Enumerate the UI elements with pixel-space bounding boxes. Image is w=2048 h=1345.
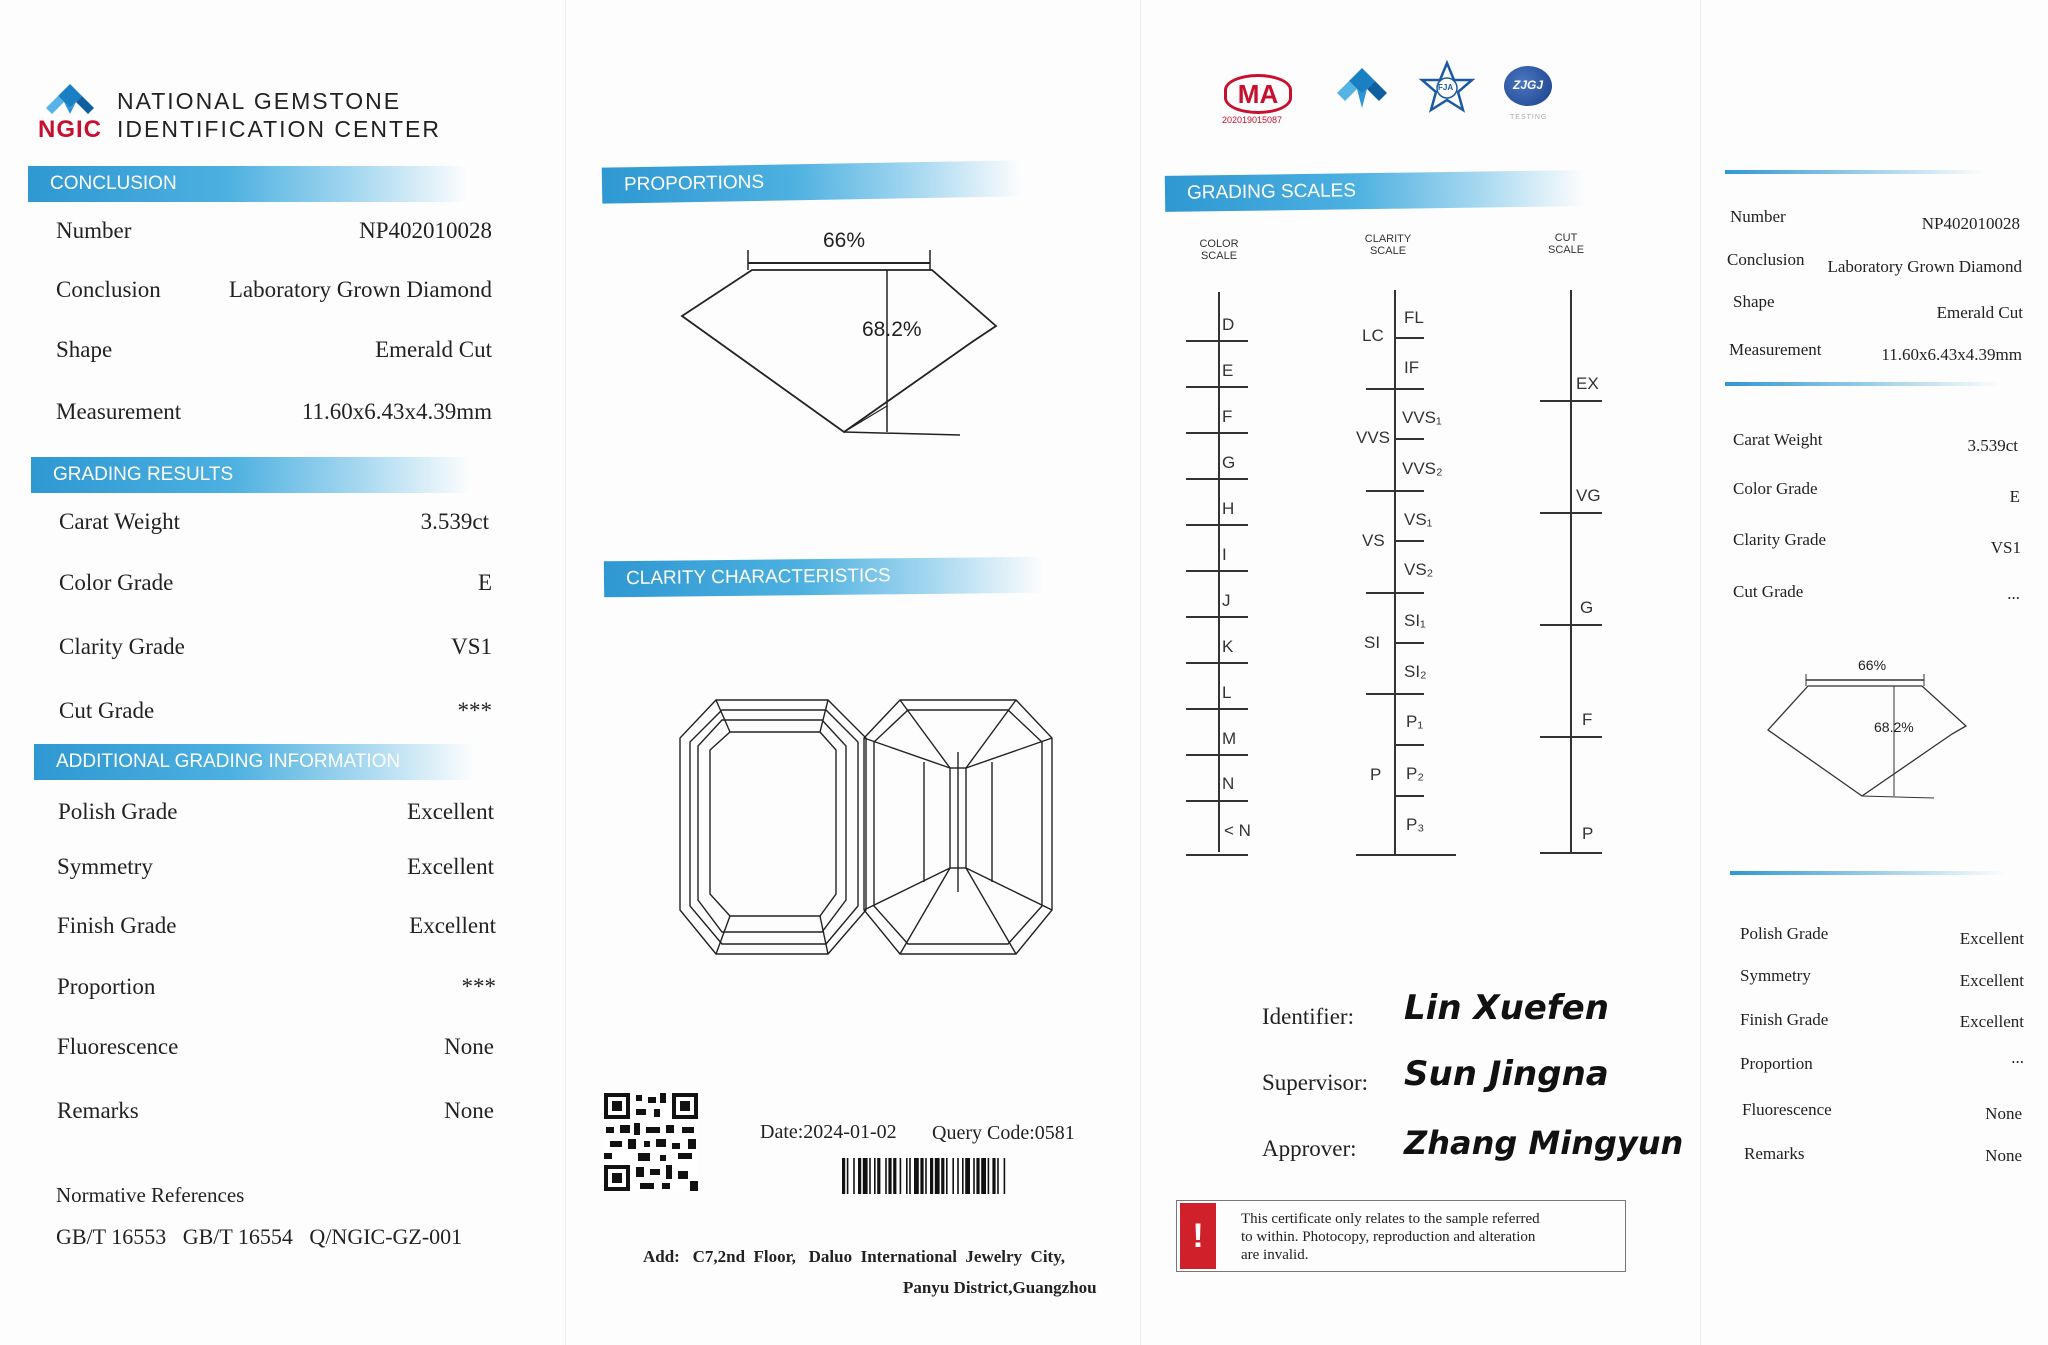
row-color-grade [59, 570, 492, 610]
label: Symmetry [1740, 966, 1811, 985]
notice-box [1176, 1200, 1626, 1272]
clarity-plot-diagram [676, 692, 1056, 960]
row-number [56, 218, 492, 258]
clarity-group-lc: LC [1362, 326, 1384, 345]
summary-proportions-diagram [1762, 670, 1972, 804]
barcode-bar [863, 1158, 868, 1194]
proportions-heading: PROPORTIONS [602, 160, 1023, 203]
crown-view [680, 700, 866, 954]
label: Cut Grade [59, 698, 155, 723]
zjgj-text: ZJGJ [1512, 78, 1543, 92]
label: Finish Grade [1740, 1010, 1829, 1029]
color-scale-tick [1186, 340, 1248, 342]
row-symmetry [57, 854, 494, 894]
barcode-bar [909, 1158, 911, 1194]
approver-label: Approver: [1262, 1136, 1357, 1161]
label: Color Grade [1733, 479, 1818, 498]
summary-row-number [1730, 207, 2020, 247]
org-name-line1: NATIONAL GEMSTONE [117, 88, 402, 114]
barcode [842, 1158, 1085, 1194]
barcode-bar [1004, 1158, 1006, 1194]
clarity-group-tick [1366, 388, 1396, 390]
cut-grade-vg: VG [1576, 486, 1601, 505]
barcode-bar [853, 1158, 855, 1194]
row-finish [57, 913, 496, 953]
grading-scales-heading: GRADING SCALES [1165, 170, 1585, 212]
barcode-bar [874, 1158, 876, 1194]
color-grade-h: H [1222, 499, 1235, 518]
cut-grade-f: F [1582, 710, 1593, 729]
cma-number: 202019015087 [1222, 115, 1283, 125]
notice-line3: are invalid. [1241, 1247, 1309, 1263]
label: Remarks [57, 1098, 139, 1123]
label: Conclusion [56, 277, 161, 302]
value: 11.60x6.43x4.39mm [1881, 345, 2022, 364]
summary-divider-3 [1730, 871, 2005, 875]
color-scale-tick [1186, 478, 1248, 480]
fja-text: FJA [1438, 83, 1454, 92]
additional-heading: ADDITIONAL GRADING INFORMATION [34, 744, 474, 780]
clarity-group-si: SI [1364, 633, 1381, 652]
color-grade-l: L [1222, 683, 1232, 702]
barcode-bar [957, 1158, 959, 1194]
identifier-label: Identifier: [1262, 1004, 1354, 1029]
label: Shape [56, 337, 113, 362]
row-clarity-grade [59, 634, 492, 674]
clarity-group-tick [1366, 693, 1396, 695]
row-remarks [57, 1098, 494, 1138]
clarity-tick [1396, 337, 1424, 339]
row-carat-weight [59, 509, 489, 549]
clarity-group-tick [1366, 490, 1396, 492]
color-scale-tick [1186, 432, 1248, 434]
cma-logo [1220, 70, 1300, 130]
row-cut-grade [59, 698, 492, 738]
clarity-scale-title: CLARITY SCALE [1364, 233, 1412, 257]
value: NP402010028 [1921, 214, 2020, 233]
value: Emerald Cut [1936, 303, 2023, 322]
clarity-tick [1396, 795, 1424, 797]
cut-scale [1540, 290, 1610, 860]
label: Shape [1733, 292, 1775, 311]
row-fluorescence [57, 1034, 494, 1074]
summary-row-fluorescence [1742, 1100, 2022, 1140]
value: Excellent [1959, 971, 2024, 990]
notice-line2: to within. Photocopy, reproduction and alteration [1241, 1229, 1536, 1245]
label: Clarity Grade [1733, 530, 1826, 549]
label: Polish Grade [58, 799, 178, 824]
clarity-grade-p2: P₂ [1406, 764, 1424, 783]
color-scale-tick [1186, 854, 1248, 856]
clarity-group-vs: VS [1362, 531, 1385, 550]
label: Measurement [1729, 340, 1822, 359]
value: None [444, 1098, 494, 1123]
clarity-grade-if: IF [1404, 358, 1420, 377]
warning-icon: ! [1180, 1203, 1216, 1269]
label: Number [1730, 207, 1786, 226]
cut-scale-title: CUT SCALE [1548, 232, 1585, 256]
label: Clarity Grade [59, 634, 185, 659]
supervisor-label: Supervisor: [1262, 1070, 1369, 1095]
color-scale-tick [1186, 708, 1248, 710]
query-code: Query Code:0581 [932, 1122, 1075, 1144]
color-scale-title: COLOR SCALE [1199, 238, 1239, 262]
value: Excellent [1959, 1012, 2024, 1031]
value: Excellent [407, 854, 494, 879]
clarity-grade-vs2: VS₂ [1404, 560, 1434, 579]
value: VS1 [1990, 538, 2021, 557]
summary-row-shape [1733, 292, 2023, 332]
label: Color Grade [59, 570, 174, 595]
value: 11.60x6.43x4.39mm [301, 399, 492, 424]
label: Proportion [1740, 1054, 1813, 1073]
org-abbr: NGIC [38, 116, 102, 143]
zjgj-logo [1500, 66, 1570, 126]
color-grade-below-n: < N [1224, 821, 1251, 840]
summary-row-clarity [1733, 530, 2021, 570]
cut-tick [1540, 736, 1602, 738]
supervisor-signature: Sun Jingna [1404, 1054, 1609, 1094]
label: Polish Grade [1740, 924, 1829, 943]
color-scale-tick [1186, 524, 1248, 526]
summary-row-finish [1740, 1010, 2024, 1050]
value: NP402010028 [359, 218, 492, 243]
identifier-signature: Lin Xuefen [1404, 988, 1609, 1028]
barcode-bar [869, 1158, 871, 1194]
barcode-bar [858, 1158, 861, 1194]
label: Symmetry [57, 854, 153, 879]
row-polish [58, 799, 494, 839]
ngic-cert-diamond-icon [1331, 66, 1393, 122]
value: 3.539ct [1967, 436, 2018, 455]
cut-grade-p: P [1582, 824, 1594, 843]
color-grade-e: E [1222, 361, 1234, 380]
row-proportion [57, 974, 496, 1014]
barcode-bar [847, 1158, 849, 1194]
barcode-bar [877, 1158, 880, 1194]
color-grade-n: N [1222, 774, 1235, 793]
value: Excellent [1959, 929, 2024, 948]
label: Proportion [57, 974, 156, 999]
barcode-bar [976, 1158, 979, 1194]
barcode-bar [941, 1158, 944, 1194]
clarity-tick [1396, 438, 1424, 440]
clarity-grade-p1: P₁ [1406, 712, 1424, 731]
barcode-bar [920, 1158, 923, 1194]
barcode-bar [988, 1158, 990, 1194]
summary-row-cut [1733, 582, 2020, 622]
barcode-bar [906, 1158, 908, 1194]
summary-depth-percentage: 68.2% [1874, 719, 1914, 735]
color-grade-g: G [1222, 453, 1236, 472]
summary-divider-2 [1725, 382, 2000, 386]
clarity-group-p: P [1370, 765, 1382, 784]
row-conclusion [56, 277, 492, 317]
color-scale-tick [1186, 754, 1248, 756]
conclusion-heading: CONCLUSION [28, 166, 468, 202]
summary-row-carat [1733, 430, 2018, 470]
label: Carat Weight [59, 509, 180, 534]
org-name-line2: IDENTIFICATION CENTER [117, 116, 441, 142]
barcode-bar [997, 1158, 999, 1194]
value: VS1 [451, 634, 492, 659]
address-line1: Add: C7,2nd Floor, Daluo International Jewelry City, [643, 1247, 1066, 1266]
color-grade-j: J [1222, 591, 1231, 610]
color-grade-f: F [1222, 407, 1233, 426]
fja-logo [1418, 60, 1476, 118]
summary-table-percentage: 66% [1858, 657, 1887, 673]
barcode-bar [914, 1158, 919, 1194]
cut-tick [1540, 512, 1602, 514]
color-grade-d: D [1222, 315, 1235, 334]
clarity-grade-vvs2: VVS₂ [1402, 459, 1443, 478]
row-shape [56, 337, 492, 377]
barcode-bar [952, 1158, 954, 1194]
barcode-bar [935, 1158, 940, 1194]
barcode-bar [925, 1158, 927, 1194]
clarity-tick [1396, 642, 1424, 644]
label: Number [56, 218, 132, 243]
clarity-grade-si1: SI₁ [1404, 611, 1426, 630]
cut-tick [1540, 852, 1602, 854]
label: Finish Grade [57, 913, 177, 938]
color-grade-m: M [1222, 729, 1237, 748]
summary-row-symmetry [1740, 966, 2024, 1006]
clarity-grade-si2: SI₂ [1404, 662, 1427, 681]
color-scale-axis [1218, 292, 1220, 852]
clarity-tick [1396, 592, 1424, 594]
summary-row-conclusion [1727, 250, 2022, 290]
summary-row-color [1733, 479, 2020, 519]
value: Excellent [409, 913, 496, 938]
references-list: GB/T 16553 GB/T 16554 Q/NGIC-GZ-001 [56, 1224, 463, 1249]
barcode-bar [981, 1158, 986, 1194]
summary-row-remarks [1744, 1144, 2022, 1184]
issue-date: Date:2024-01-02 [760, 1121, 897, 1143]
grading-results-heading: GRADING RESULTS [31, 457, 471, 493]
cma-logo-text: MA [1224, 74, 1292, 114]
barcode-bar [965, 1158, 970, 1194]
qr-code[interactable] [604, 1093, 698, 1191]
clarity-grade-vs1: VS₁ [1404, 510, 1433, 529]
clarity-group-vvs: VVS [1356, 428, 1391, 447]
clarity-group-tick [1366, 592, 1396, 594]
barcode-bar [962, 1158, 964, 1194]
label: Remarks [1744, 1144, 1805, 1163]
cut-tick [1540, 624, 1602, 626]
color-scale [1186, 290, 1256, 860]
value: ... [2007, 584, 2020, 603]
table-percentage: 66% [823, 229, 866, 252]
clarity-tick [1396, 388, 1424, 390]
cut-grade-g: G [1580, 598, 1594, 617]
value: *** [457, 698, 492, 723]
diamond-profile [682, 270, 996, 432]
color-scale-tick [1186, 570, 1248, 572]
summary-row-proportion [1740, 1048, 2024, 1094]
value: 3.539ct [420, 509, 489, 534]
color-grade-i: I [1222, 545, 1227, 564]
cut-grade-ex: EX [1576, 374, 1599, 393]
label: Measurement [56, 399, 182, 424]
label: Conclusion [1727, 250, 1805, 269]
summary-row-polish [1740, 924, 2024, 964]
clarity-grade-vvs1: VVS₁ [1402, 408, 1442, 427]
notice-line1: This certificate only relates to the sample referred [1241, 1211, 1540, 1227]
label: Cut Grade [1733, 582, 1804, 601]
value: Laboratory Grown Diamond [1827, 257, 2022, 276]
clarity-scale [1356, 290, 1456, 860]
color-grade-k: K [1222, 637, 1234, 656]
value: None [444, 1034, 494, 1059]
summary-row-measurement [1729, 340, 2022, 380]
clarity-tick [1396, 744, 1424, 746]
depth-percentage: 68.2% [862, 318, 922, 341]
cut-tick [1540, 400, 1602, 402]
barcode-bar [842, 1158, 845, 1194]
address-line2: Panyu District,Guangzhou [903, 1278, 1097, 1297]
value: None [1985, 1146, 2022, 1165]
ngic-logo [40, 80, 110, 146]
label: Fluorescence [1742, 1100, 1832, 1119]
clarity-tick [1356, 854, 1456, 856]
barcode-bar [930, 1158, 933, 1194]
color-scale-tick [1186, 386, 1248, 388]
clarity-tick [1396, 693, 1424, 695]
zjgj-testing-text: TESTING [1510, 114, 1548, 121]
cut-scale-axis [1570, 290, 1572, 854]
color-scale-tick [1186, 616, 1248, 618]
summary-divider-top [1725, 170, 1985, 174]
label: Fluorescence [57, 1034, 179, 1059]
clarity-characteristics-heading: CLARITY CHARACTERISTICS [604, 557, 1044, 598]
clarity-tick [1396, 540, 1424, 542]
value: E [2009, 487, 2020, 506]
value: E [477, 570, 492, 595]
value: Laboratory Grown Diamond [228, 277, 492, 302]
clarity-grade-p3: P₃ [1406, 815, 1425, 834]
references-heading: Normative References [56, 1183, 245, 1207]
barcode-bar [885, 1158, 887, 1194]
barcode-bar [888, 1158, 891, 1194]
barcode-bar [946, 1158, 948, 1194]
pavilion-view [864, 700, 1052, 954]
clarity-tick [1396, 490, 1424, 492]
approver-signature: Zhang Mingyun [1404, 1124, 1684, 1162]
clarity-grade-fl: FL [1404, 308, 1424, 327]
barcode-bar [893, 1158, 896, 1194]
barcode-bar [900, 1158, 902, 1194]
color-scale-tick [1186, 662, 1248, 664]
color-scale-tick [1186, 800, 1248, 802]
value: Excellent [407, 799, 494, 824]
value: Emerald Cut [375, 337, 492, 362]
barcode-bar [973, 1158, 975, 1194]
value: ... [2011, 1048, 2024, 1067]
row-measurement [56, 399, 492, 439]
proportions-diagram [670, 230, 1010, 440]
clarity-scale-axis [1394, 290, 1396, 854]
value: None [1985, 1104, 2022, 1123]
label: Carat Weight [1733, 430, 1823, 449]
value: *** [461, 974, 496, 999]
barcode-bar [992, 1158, 995, 1194]
